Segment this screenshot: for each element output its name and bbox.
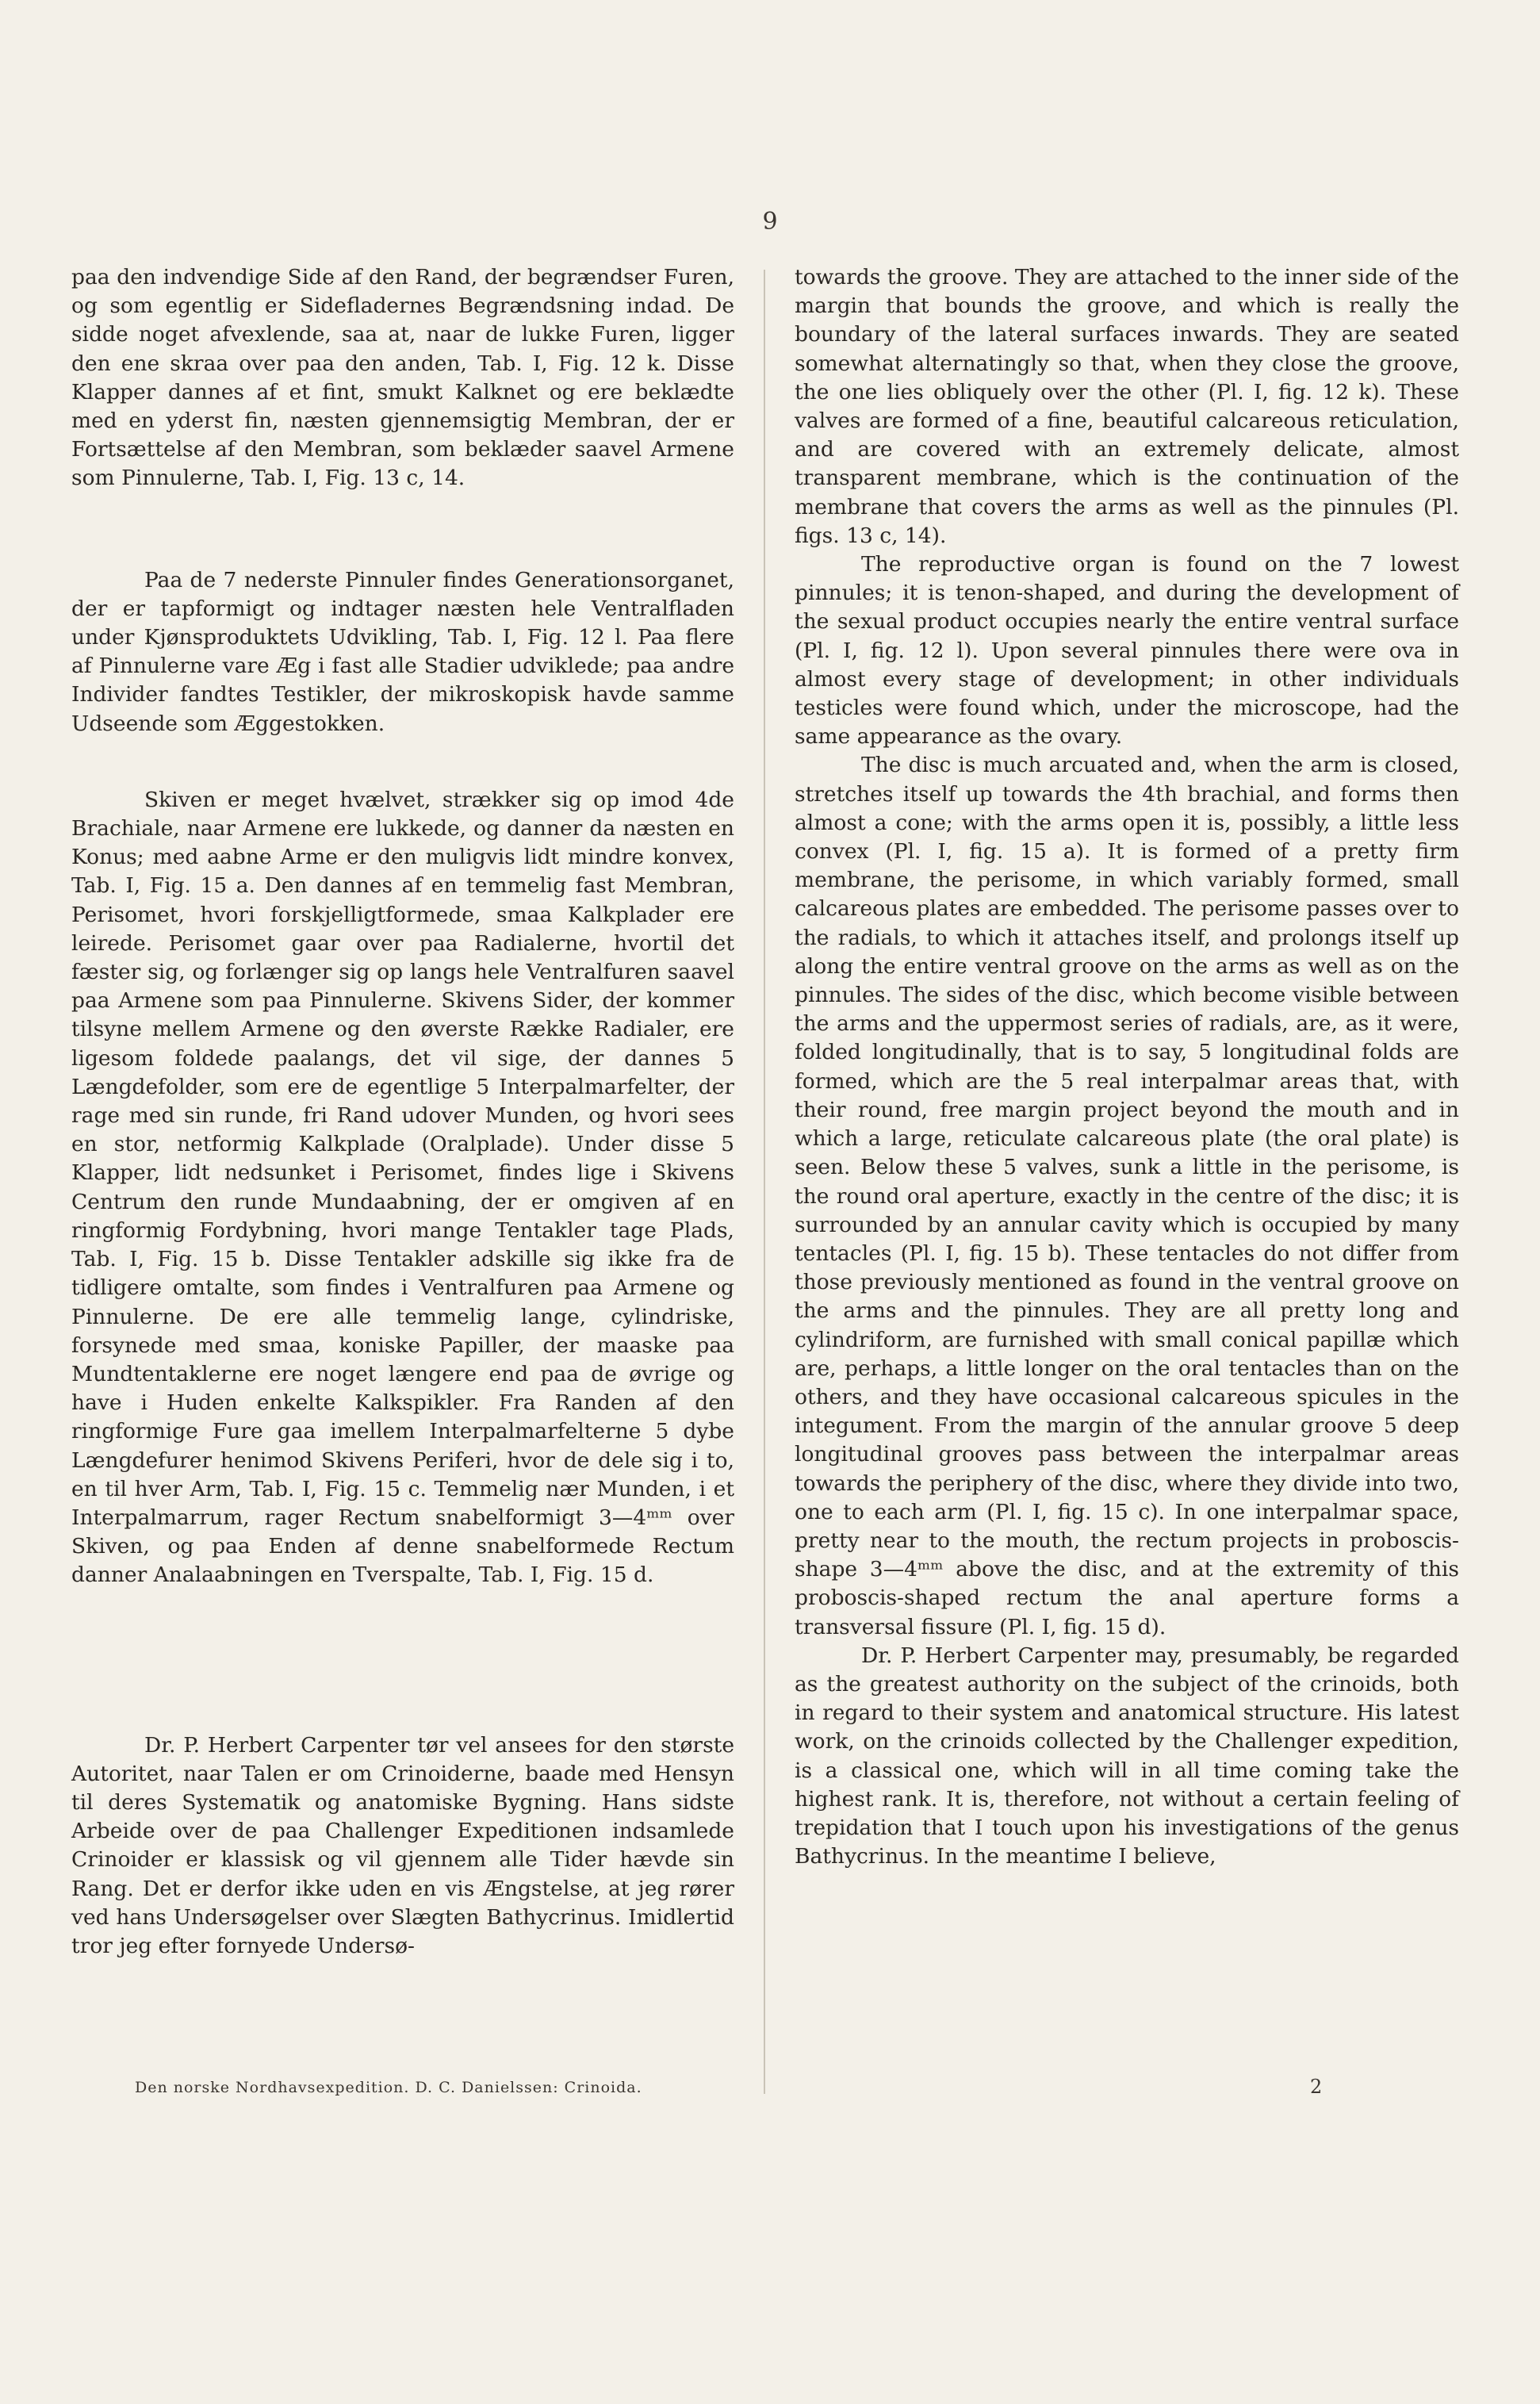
- running-footer: Den norske Nordhavsexpedition. D. C. Danielssen: Crinoida.: [135, 2079, 642, 2096]
- danish-paragraph: paa den indvendige Side af den Rand, der begrændser Furen, og som egentlig er Sidefladernes Begrændsning indad. De sidde noget afvexlende, saa at, naar de lukke Furen, ligger den ene skraa over paa den anden, Tab. I, Fig. 12 k. Disse Klapper dannes af et fint, smukt Kalknet og ere beklædte med en yderst fin, næsten gjennemsigtig Membran, der er Fortsættelse af den Membran, som beklæder saavel Armene som Pinnulerne, Tab. I, Fig. 13 c, 14.: [71, 265, 734, 491]
- page-number: 9: [762, 208, 778, 236]
- signature-mark: 2: [1310, 2076, 1323, 2098]
- english-paragraph: towards the groove. They are attached to the inner side of the margin that bounds the groove, and which is really the boundary of the lateral surfaces inwards. They are seated somewhat alternatingly so that, when they close the groove, the one lies obliquely over the other (Pl. I, fig. 12 k). These valves are formed of a fine, beautiful calcareous reticulation, and are covered with an extremely delicate, almost transparent membrane, which is the continuation of the membrane that covers the arms as well as the pinnules (Pl. figs. 13 c, 14).: [795, 265, 1459, 548]
- english-paragraph: Dr. P. Herbert Carpenter may, presumably, be regarded as the greatest authority on the subject of the crinoids, both in regard to their system and anatomical structure. His latest work, on the crinoids collected by the Challenger expedition, is a classical one, which will in all time coming take the highest rank. It is, therefore, not without a certain feeling of trepidation that I touch upon his investigations of the genus Bathycrinus. In the meantime I believe,: [795, 1643, 1459, 1869]
- danish-paragraph: Paa de 7 nederste Pinnuler findes Generationsorganet, der er tapformigt og indtager næsten hele Ventralfladen under Kjønsproduktets Udvikling, Tab. I, Fig. 12 l. Paa flere af Pinnulerne vare Æg i fast alle Stadier udviklede; paa andre Individer fandtes Testikler, der mikroskopisk havde samme Udseende som Æggestokken.: [71, 567, 734, 736]
- danish-paragraph: Skiven er meget hvælvet, strækker sig op imod 4de Brachiale, naar Armene ere lukkede, og danner da næsten en Konus; med aabne Arme er den muligvis lidt mindre konvex, Tab. I, Fig. 15 a. Den dannes af en temmelig fast Membran, Perisomet, hvori forskjelligtformede, smaa Kalkplader ere leirede. Perisomet gaar over paa Radialerne, hvortil det fæster sig, og forlænger sig op langs hele Ventralfuren saavel paa Armene som paa Pinnulerne. Skivens Sider, der kommer tilsyne mellem Armene og den øverste Række Radialer, ere ligesom foldede paalangs, det vil sige, der dannes 5 Længdefolder, som ere de egentlige 5 Interpalmarfelter, der rage med sin runde, fri Rand udover Munden, og hvori sees en stor, netformig Kalkplade (Oralplade). Under disse 5 Klapper, lidt nedsunket i Perisomet, findes lige i Skivens Centrum den runde Mundaabning, der er omgiven af en ringformig Fordybning, hvori mange Tentakler tage Plads, Tab. I, Fig. 15 b. Disse Tentakler adskille sig ikke fra de tidligere omtalte, som findes i Ventralfuren paa Armene og Pinnulerne. De ere alle temmelig lange, cylindriske, forsynede med smaa, koniske Papiller, der maaske paa Mundtentaklerne ere noget længere end paa de øvrige og have i Huden enkelte Kalkspikler. Fra Randen af den ringformige Fure gaa imellem Interpalmarfelterne 5 dybe Længdefurer henimod Skivens Periferi, hvor de dele sig i to, en til hver Arm, Tab. I, Fig. 15 c. Temmelig nær Munden, i et Interpalmarrum, rager Rectum snabelformigt 3—4ᵐᵐ over Skiven, og paa Enden af denne snabelformede Rectum danner Analaabningen en Tverspalte, Tab. I, Fig. 15 d.: [71, 787, 734, 1588]
- english-paragraph: The disc is much arcuated and, when the arm is closed, stretches itself up towards the 4th brachial, and forms then almost a cone; with the arms open it is, possibly, a little less convex (Pl. I, fig. 15 a). It is formed of a pretty firm membrane, the perisome, in which variably formed, small calcareous plates are embedded. The perisome passes over to the radials, to which it attaches itself, and prolongs itself up along the entire ventral groove on the arms as well as on the pinnules. The sides of the disc, which become visible between the arms and the uppermost series of radials, are, as it were, folded longitudinally, that is to say, 5 longitudinal folds are formed, which are the 5 real interpalmar areas that, with their round, free margin project beyond the mouth and in which a large, reticulate calcareous plate (the oral plate) is seen. Below these 5 valves, sunk a little in the perisome, is the round oral aperture, exactly in the centre of the disc; it is surrounded by an annular cavity which is occupied by many tentacles (Pl. I, fig. 15 b). These tentacles do not differ from those previously mentioned as found in the ventral groove on the arms and the pinnules. They are all pretty long and cylindriform, are furnished with small conical papillæ which are, perhaps, a little longer on the oral tentacles than on the others, and they have occasional calcareous spicules in the integument. From the margin of the annular groove 5 deep longitudinal grooves pass between the interpalmar areas towards the periphery of the disc, where they divide into two, one to each arm (Pl. I, fig. 15 c). In one interpalmar space, pretty near to the mouth, the rectum projects in proboscis-shape 3—4ᵐᵐ above the disc, and at the extremity of this proboscis-shaped rectum the anal aperture forms a transversal fissure (Pl. I, fig. 15 d).: [795, 753, 1459, 1639]
- danish-paragraph: Dr. P. Herbert Carpenter tør vel ansees for den største Autoritet, naar Talen er om Crinoiderne, baade med Hensyn til deres Systematik og anatomiske Bygning. Hans sidste Arbeide over de paa Challenger Expeditionen indsamlede Crinoider er klassisk og vil gjennem alle Tider hævde sin Rang. Det er derfor ikke uden en vis Ængstelse, at jeg rører ved hans Undersøgelser over Slægten Bathycrinus. Imidlertid tror jeg efter fornyede Undersø-: [71, 1732, 734, 1958]
- danish-column: [71, 263, 734, 1961]
- english-paragraph: The reproductive organ is found on the 7 lowest pinnules; it is tenon-shaped, and during the development of the sexual product occupies nearly the entire ventral surface (Pl. I, fig. 12 l). Upon several pinnules there were ova in almost every stage of development; in other individuals testicles were found which, under the microscope, had the same appearance as the ovary.: [795, 552, 1459, 750]
- column-divider: [764, 270, 765, 2094]
- english-column: [795, 263, 1459, 1871]
